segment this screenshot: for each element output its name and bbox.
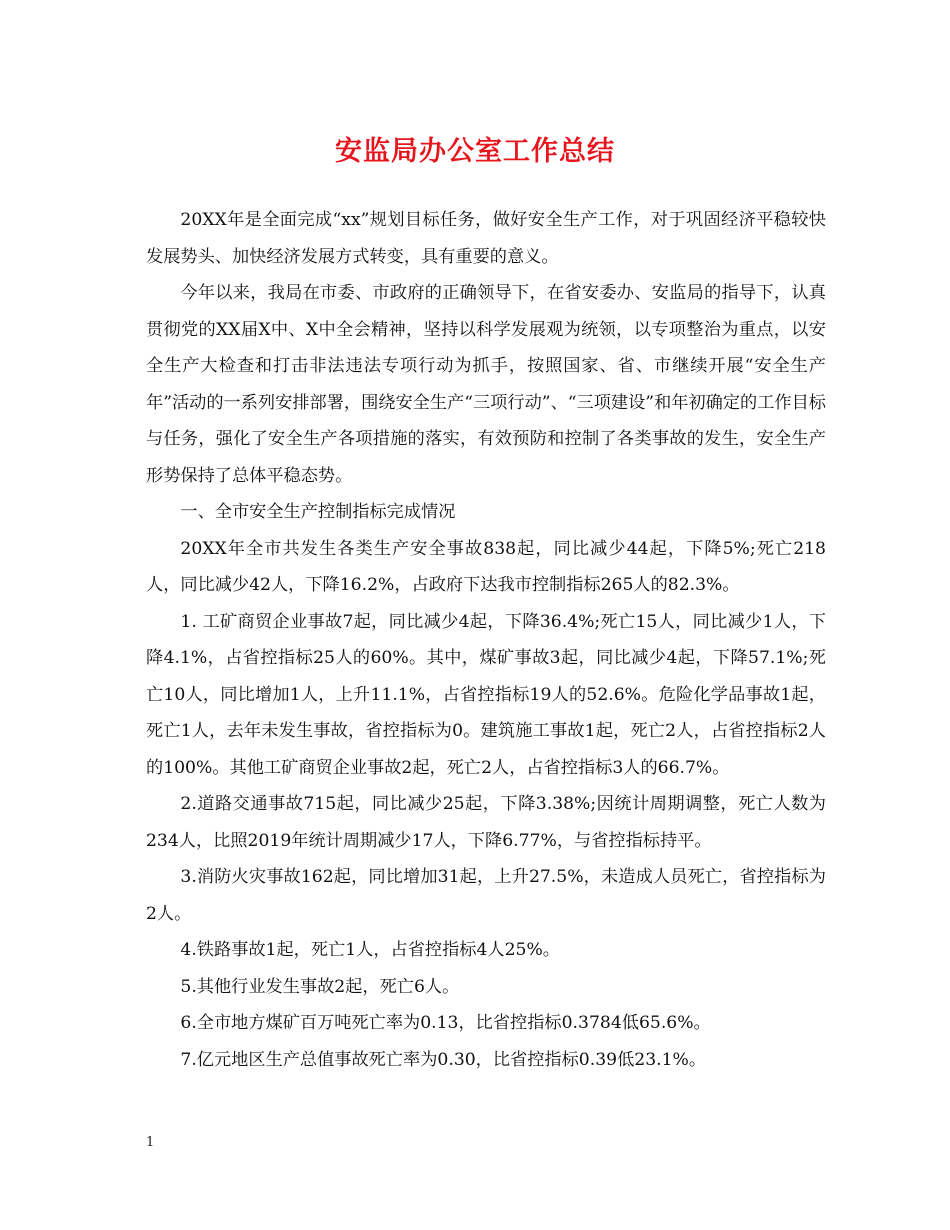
paragraph-intro: 20XX年是全面完成“xx”规划目标任务，做好安全生产工作，对于巩固经济平稳较快发展势头、加快经济发展方式转变，具有重要的意义。 [146,210,826,267]
list-item: 5.其他行业发生事故2起，死亡6人。 [180,976,460,997]
paragraph-summary-stats: 20XX年全市共发生各类生产安全事故838起，同比减少44起，下降5%;死亡218人，同比减少42人，下降16.2%，占政府下达我市控制指标265人的82.3%。 [146,538,826,595]
list-item: 2.道路交通事故715起，同比减少25起，下降3.38%;因统计周期调整，死亡人数为234人，比照2019年统计周期减少17人，下降6.77%，与省控指标持平。 [146,794,826,851]
document-title: 安监局办公室工作总结 [335,136,615,167]
list-item: 6.全市地方煤矿百万吨死亡率为0.13，比省控指标0.3784低65.6%。 [180,1013,711,1033]
section-heading: 一、全市安全生产控制指标完成情况 [180,502,456,522]
list-item: 7.亿元地区生产总值事故死亡率为0.30，比省控指标0.39低23.1%。 [180,1049,707,1070]
paragraph-overview: 今年以来，我局在市委、市政府的正确领导下，在省安委办、安监局的指导下，认真贯彻党的XX届X中、X中全会精神，坚持以科学发展观为统领，以专项整治为重点，以安全生产大检查和打击非法违法专项行动为抓手，按照国家、省、市继续开展“安全生产年”活动的一系列安排部署，围绕安全生产“三项行动”、“三项建设”和年初确定的工作目标与任务，强化了安全生产各项措施的落实，有效预防和控制了各类事故的发生，安全生产形势保持了总体平稳态势。 [146,283,826,486]
list-item: 4.铁路事故1起，死亡1人，占省控指标4人25%。 [180,940,560,960]
list-item: 3.消防火灾事故162起，同比增加31起，上升27.5%，未造成人员死亡，省控指标为2人。 [146,867,826,924]
page-number: 1 [146,1135,155,1150]
list-item: 1. 工矿商贸企业事故7起，同比减少4起，下降36.4%;死亡15人，同比减少1人，下降4.1%，占省控指标25人的60%。其中，煤矿事故3起，同比减少4起，下降57.1%;死亡10人，同比增加1人，上升11.1%，占省控指标19人的52.6%。危险化学品事故1起，死亡1人，去年未发生事故，省控指标为0。建筑施工事故1起，死亡2人，占省控指标2人的100%。其他工矿商贸企业事故2起，死亡2人，占省控指标3人的66.7%。 [146,611,826,778]
document-body [146,202,826,1078]
